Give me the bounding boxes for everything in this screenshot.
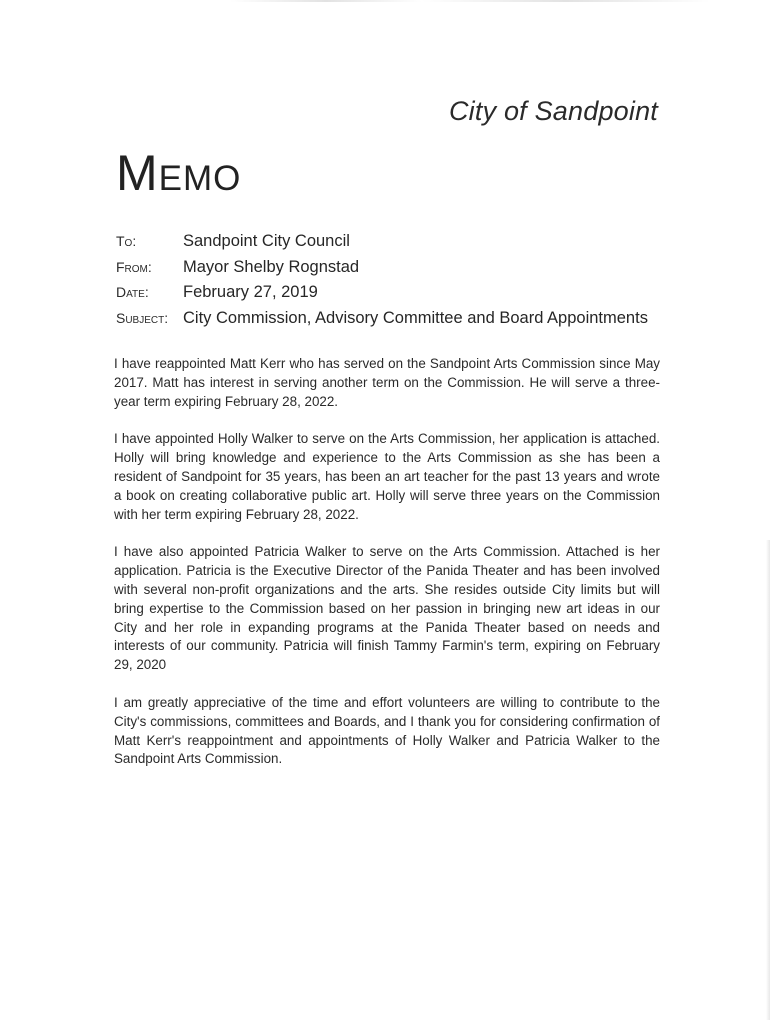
to-label: To: bbox=[116, 233, 137, 249]
from-label: From: bbox=[116, 258, 152, 275]
to-value: Sandpoint City Council bbox=[183, 232, 350, 250]
organization-name: City of Sandpoint bbox=[448, 96, 658, 126]
memo-header bbox=[116, 232, 676, 334]
paragraph-patricia-walker: I have also appointed Patricia Walker to serve on the Arts Commission. Attached is her application. Patricia is the Executive Director of the Panida Theater and has been involved with several non-profit organizations and the arts. She resides outside City limits but will bring expertise to the Commission based on her passion in bringing new art ideas in our City and her role in expanding programs at the Panida Theater based on needs and interests of our community. Patricia will finish Tammy Farmin's term, expiring on February 29, 2020 bbox=[114, 544, 660, 673]
header-row-subject bbox=[116, 309, 676, 335]
document-title: Memo bbox=[116, 145, 242, 201]
memo-body bbox=[114, 355, 660, 788]
paragraph-closing: I am greatly appreciative of the time and effort volunteers are willing to contribute to the City's commissions, committees and Boards, and I thank you for considering confirmation of Matt Kerr's reappointment and appointments of Holly Walker and Patricia Walker to the Sandpoint Arts Commission. bbox=[114, 694, 660, 767]
scan-edge-right bbox=[766, 540, 770, 1020]
date-value: February 27, 2019 bbox=[183, 283, 318, 302]
header-row-from bbox=[116, 258, 676, 284]
scan-edge-top bbox=[230, 0, 710, 2]
paragraph-reappointment: I have reappointed Matt Kerr who has served on the Sandpoint Arts Commission since May 2017. Matt has interest in serving another term on the Commission. He will serve a three-year term expiring February 28, 2022. bbox=[114, 356, 660, 409]
paragraph-holly-walker: I have appointed Holly Walker to serve on the Arts Commission, her application is attached. Holly will bring knowledge and experience to the Arts Commission as she has been a resident of Sandpoint for 35 years, has been an art teacher for the past 13 years and wrote a book on creating collaborative public art. Holly will serve three years on the Commission with her term expiring February 28, 2022. bbox=[114, 431, 660, 522]
from-value: Mayor Shelby Rognstad bbox=[183, 257, 360, 276]
subject-label: Subject: bbox=[116, 309, 169, 326]
date-label: Date: bbox=[116, 284, 149, 301]
header-row-date bbox=[116, 283, 676, 309]
subject-value: City Commission, Advisory Committee and Board Appointments bbox=[183, 308, 648, 327]
header-row-to bbox=[116, 232, 676, 258]
